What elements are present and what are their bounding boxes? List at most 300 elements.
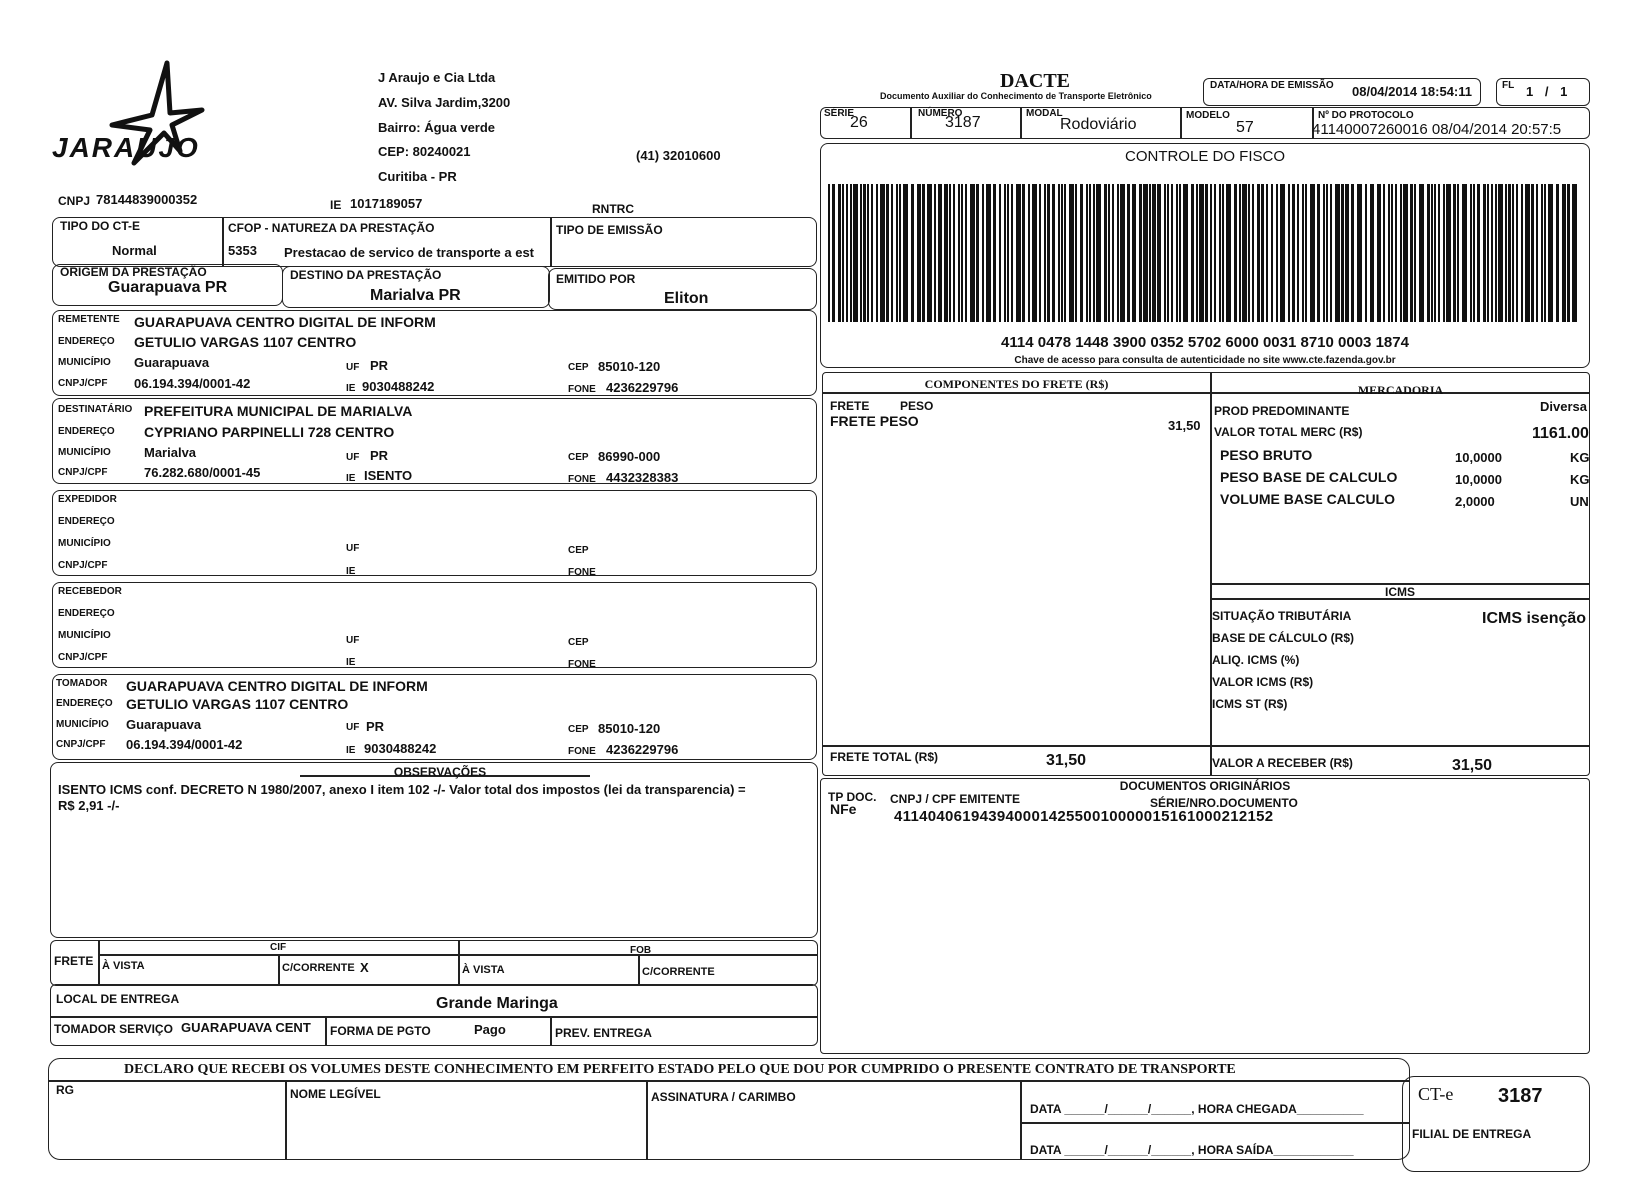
barcode-bar (1512, 184, 1514, 322)
destinatario-cnpj-label: CNPJ/CPF (58, 467, 108, 478)
componentes-head-frete: FRETE (830, 399, 870, 413)
fob-label: FOB (630, 945, 652, 956)
modal-label: MODAL (1026, 108, 1063, 119)
barcode-bar (1199, 184, 1204, 322)
merc-row-2-unit: UN (1570, 494, 1589, 509)
recibo-assinatura-label: ASSINATURA / CARIMBO (651, 1090, 796, 1104)
barcode-bar (986, 184, 991, 322)
barcode-bar (993, 184, 996, 322)
barcode-bar (1388, 184, 1390, 322)
barcode-bar (1414, 184, 1416, 322)
tomador-fone: 4236229796 (606, 742, 679, 757)
remetente-cep: 85010-120 (598, 359, 661, 374)
barcode-bar (1261, 184, 1264, 322)
barcode-bar (1276, 184, 1278, 322)
barcode-bar (1292, 184, 1295, 322)
barcode-bar (953, 184, 955, 322)
company-ie: 1017189057 (350, 196, 423, 211)
barcode-bar (1326, 184, 1328, 322)
recibo-data-saida: DATA ______/______/______, HORA SAÍDA____________ (1030, 1143, 1354, 1157)
cif-label: CIF (270, 942, 287, 953)
barcode-bar (1516, 184, 1518, 322)
barcode-bar (1434, 184, 1436, 322)
barcode-bar (1477, 184, 1480, 322)
merc-row-1-unit: KG (1570, 472, 1590, 487)
recebedor-label: RECEBEDOR (58, 586, 122, 597)
barcode-bar (896, 184, 898, 322)
tomador-fone-label: FONE (568, 746, 596, 757)
barcode-bar (1120, 184, 1125, 322)
merc-row-0-unit: KG (1570, 450, 1590, 465)
barcode-bar (1280, 184, 1285, 322)
origem-label: ORIGEM DA PRESTAÇÃO (60, 265, 207, 279)
destinatario-endereco: CYPRIANO PARPINELLI 728 CENTRO (144, 424, 395, 440)
barcode-bar (1383, 184, 1385, 322)
barcode-bar (1508, 184, 1511, 322)
barcode-bar (1567, 184, 1570, 322)
modelo-label: MODELO (1186, 110, 1230, 121)
destinatario-municipio: Marialva (144, 445, 197, 460)
recebedor-cnpj-label: CNPJ/CPF (58, 652, 108, 663)
expedidor-uf-label: UF (346, 543, 360, 554)
barcode-bar (911, 184, 914, 322)
merc-row-0-label: PESO BRUTO (1220, 447, 1313, 463)
cte-label: CT-e (1418, 1084, 1454, 1104)
barcode-bar (1061, 184, 1063, 322)
destinatario-ie-label: IE (346, 473, 356, 484)
forma-pgto-value: Pago (474, 1022, 506, 1037)
valor-total-merc-label: VALOR TOTAL MERC (R$) (1214, 425, 1363, 439)
barcode-bar (965, 184, 967, 322)
barcode-bar (1086, 184, 1088, 322)
barcode-bar (1196, 184, 1198, 322)
numero-label: NÚMERO (918, 108, 963, 119)
tomador-endereco: GETULIO VARGAS 1107 CENTRO (126, 696, 349, 712)
barcode-bar (961, 184, 963, 322)
valor-receber-value: 31,50 (1452, 757, 1493, 774)
documentos-cnpj-label: CNPJ / CPF EMITENTE (890, 792, 1021, 806)
barcode-bar (1248, 184, 1250, 322)
barcode-bar (1317, 184, 1320, 322)
destinatario-fone-label: FONE (568, 474, 596, 485)
remetente-fone-label: FONE (568, 384, 596, 395)
frete-label: FRETE (54, 954, 94, 968)
documentos-doc-value: 41140406194394000142550010000015161000212152 (894, 808, 1274, 825)
expedidor-endereco-label: ENDEREÇO (58, 516, 115, 527)
barcode-bar (1473, 184, 1475, 322)
observacoes-label: OBSERVAÇÕES (393, 765, 487, 779)
barcode-bar (1044, 184, 1046, 322)
observacoes-line2: R$ 2,91 -/- (58, 798, 120, 813)
valor-receber-label: VALOR A RECEBER (R$) (1212, 756, 1353, 770)
controle-fisco-title: CONTROLE DO FISCO (1124, 148, 1285, 165)
emitido-value: Eliton (664, 290, 709, 307)
destinatario-endereco-label: ENDEREÇO (58, 426, 115, 437)
emitido-label: EMITIDO POR (556, 272, 636, 286)
remetente-fone: 4236229796 (606, 380, 679, 395)
destinatario-cep-label: CEP (568, 452, 589, 463)
tipo-cte-value: Normal (112, 243, 157, 258)
expedidor-municipio-label: MUNICÍPIO (58, 538, 111, 549)
recibo-nome-label: NOME LEGÍVEL (290, 1087, 381, 1101)
merc-row-2-label: VOLUME BASE CALCULO (1220, 491, 1395, 507)
tipo-emissao-label: TIPO DE EMISSÃO (556, 223, 663, 237)
remetente-uf-label: UF (346, 362, 360, 373)
expedidor-ie-label: IE (346, 566, 356, 577)
barcode-bar (1310, 184, 1315, 322)
recibo-data-chegada: DATA ______/______/______, HORA CHEGADA__________ (1030, 1102, 1364, 1116)
prod-predominante-label: PROD PREDOMINANTE (1214, 404, 1350, 418)
barcode-bar (1365, 184, 1367, 322)
barcode-bar (867, 184, 869, 322)
barcode-bar (1288, 184, 1290, 322)
fob-c-corrente: C/CORRENTE (642, 966, 715, 978)
destinatario-uf: PR (370, 448, 389, 463)
barcode-bar (1183, 184, 1188, 322)
barcode-bar (1176, 184, 1178, 322)
chave-acesso-note: Chave de acesso para consulta de autenticidade no site www.cte.fazenda.gov.br (1014, 355, 1396, 366)
numero-value: 3187 (945, 114, 981, 131)
barcode-bar (1556, 184, 1559, 322)
barcode-bar (899, 184, 901, 322)
recibo-declaro: DECLARO QUE RECEBI OS VOLUMES DESTE CONHECIMENTO EM PERFEITO ESTADO PELO QUE DOU POR CUMPRIDO O PRESENTE CONTRATO DE TRANSPORTE (124, 1062, 1236, 1077)
dacte-subtitle: Documento Auxiliar do Conhecimento de Transporte Eletrônico (880, 91, 1152, 101)
recebedor-endereco-label: ENDEREÇO (58, 608, 115, 619)
expedidor-fone-label: FONE (568, 567, 596, 578)
recebedor-cep-label: CEP (568, 637, 589, 648)
barcode-bar (970, 184, 975, 322)
barcode-bar (828, 184, 830, 322)
cfop-text: Prestacao de servico de transporte a est (284, 245, 535, 260)
destino-label: DESTINO DA PRESTAÇÃO (290, 268, 442, 282)
serie-value: 26 (850, 114, 868, 131)
expedidor-box (52, 490, 817, 576)
prod-predominante-value: Diversa (1540, 399, 1587, 414)
merc-row-0-value: 10,0000 (1455, 450, 1502, 465)
barcode-bar (838, 184, 841, 322)
destinatario-municipio-label: MUNICÍPIO (58, 447, 111, 458)
barcode-bar (1064, 184, 1066, 322)
merc-row-1-label: PESO BASE DE CALCULO (1220, 469, 1398, 485)
barcode-bar (1252, 184, 1254, 322)
remetente-ie: 9030488242 (362, 379, 435, 394)
frete-total-label: FRETE TOTAL (R$) (830, 750, 938, 764)
barcode-bar (1370, 184, 1374, 322)
barcode-bar (1438, 184, 1440, 322)
frete-table-box (50, 940, 818, 986)
company-cep: CEP: 80240021 (378, 144, 471, 159)
barcode-bar (982, 184, 984, 322)
tomador-cep-label: CEP (568, 724, 589, 735)
remetente-municipio: Guarapuava (134, 355, 210, 370)
company-cnpj: 78144839000352 (96, 192, 198, 207)
barcode-bar (1302, 184, 1304, 322)
barcode-bar (1544, 184, 1546, 322)
remetente-uf: PR (370, 358, 389, 373)
barcode-bar (1219, 184, 1221, 322)
barcode-bar (1491, 184, 1493, 322)
protocolo-label: Nº DO PROTOCOLO (1318, 110, 1414, 121)
icms-title: ICMS (1385, 585, 1415, 599)
destino-value: Marialva PR (370, 287, 461, 304)
barcode-bar (1127, 184, 1130, 322)
barcode-bar (1205, 184, 1208, 322)
componentes-box (822, 372, 1590, 776)
barcode-bar (1541, 184, 1543, 322)
barcode-bar (934, 184, 936, 322)
remetente-endereco-label: ENDEREÇO (58, 336, 115, 347)
tomador-servico-value: GUARAPUAVA CENT (181, 1020, 311, 1035)
barcode-bar (1069, 184, 1074, 322)
barcode-bar (1104, 184, 1107, 322)
barcode-bar (1403, 184, 1408, 322)
barcode-bar (1171, 184, 1173, 322)
origem-value: Guarapuava PR (108, 279, 228, 296)
barcode-bar (1525, 184, 1530, 322)
recebedor-fone-label: FONE (568, 659, 596, 670)
barcode-bar (1410, 184, 1413, 322)
documentos-tp-value: NFe (830, 801, 857, 817)
documentos-tp-label: TP DOC. (828, 790, 877, 804)
barcode-bar (850, 184, 852, 322)
barcode-bar (1226, 184, 1231, 322)
barcode-bar (1143, 184, 1148, 322)
forma-pgto-label: FORMA DE PGTO (330, 1024, 431, 1038)
remetente-cnpj: 06.194.394/0001-42 (134, 376, 251, 391)
barcode-bar (1075, 184, 1077, 322)
barcode-bar (1505, 184, 1507, 322)
company-phone: (41) 32010600 (636, 148, 721, 163)
cif-c-corrente: C/CORRENTE (282, 962, 355, 974)
cif-c-corrente-mark: X (360, 960, 369, 975)
remetente-cnpj-label: CNPJ/CPF (58, 378, 108, 389)
barcode-bar (1222, 184, 1224, 322)
remetente-endereco: GETULIO VARGAS 1107 CENTRO (134, 334, 357, 350)
serie-label: SÉRIE (824, 108, 855, 119)
tomador-municipio: Guarapuava (126, 717, 202, 732)
icms-st-label: ICMS ST (R$) (1212, 697, 1288, 711)
barcode-bar (1164, 184, 1166, 322)
barcode-bar (922, 184, 925, 322)
company-rntrc-label: RNTRC (592, 202, 634, 216)
tomador-ie: 9030488242 (364, 741, 437, 756)
barcode-bar (1431, 184, 1433, 322)
destinatario-name: PREFEITURA MUNICIPAL DE MARIALVA (144, 403, 413, 419)
barcode-bar (1004, 184, 1006, 322)
documentos-serie-label: SÉRIE/NRO.DOCUMENTO (1150, 796, 1298, 810)
barcode-bar (1028, 184, 1030, 322)
cte-number: 3187 (1498, 1085, 1543, 1107)
barcode-bar (1167, 184, 1169, 322)
componentes-item-label: FRETE PESO (830, 413, 919, 429)
barcode-bar (1032, 184, 1037, 322)
barcode-bar (1152, 184, 1156, 322)
barcode-bar (1483, 184, 1486, 322)
logo-text: JARAUJO (52, 132, 200, 163)
barcode-bar (1039, 184, 1041, 322)
barcode-bar (1007, 184, 1009, 322)
barcode-bar (1016, 184, 1021, 322)
tomador-municipio-label: MUNICÍPIO (56, 719, 109, 730)
expedidor-cnpj-label: CNPJ/CPF (58, 560, 108, 571)
destinatario-fone: 4432328383 (606, 470, 679, 485)
tomador-label: TOMADOR (56, 678, 108, 689)
barcode-bar (880, 184, 885, 322)
barcode-bar (1495, 184, 1497, 322)
modal-value: Rodoviário (1060, 116, 1137, 133)
filial-entrega-label: FILIAL DE ENTREGA (1412, 1127, 1532, 1141)
tomador-name: GUARAPUAVA CENTRO DIGITAL DE INFORM (126, 678, 428, 694)
barcode-bar (917, 184, 921, 322)
barcode-bar (1179, 184, 1181, 322)
company-ie-label: IE (330, 198, 342, 212)
modelo-value: 57 (1236, 119, 1254, 136)
prev-entrega-label: PREV. ENTREGA (555, 1026, 652, 1040)
barcode-bar (944, 184, 948, 322)
barcode-bar (1058, 184, 1060, 322)
remetente-cep-label: CEP (568, 362, 589, 373)
barcode-bar (1391, 184, 1393, 322)
barcode-bar (1297, 184, 1299, 322)
barcode-bar (1498, 184, 1503, 322)
barcode-bar (1093, 184, 1095, 322)
barcode-bar (958, 184, 960, 322)
barcode-bar (1191, 184, 1194, 322)
cfop-code: 5353 (228, 243, 257, 258)
recebedor-box (52, 582, 817, 668)
barcode-bar (1341, 184, 1344, 322)
tomador-uf: PR (366, 719, 385, 734)
barcode-bar (1239, 184, 1241, 322)
barcode-bar (1521, 184, 1523, 322)
barcode-bar (1117, 184, 1119, 322)
barcode-bar (999, 184, 1001, 322)
destinatario-uf-label: UF (346, 452, 360, 463)
barcode-bar (1395, 184, 1397, 322)
fl-label: FL (1502, 80, 1515, 91)
barcode-bar (860, 184, 862, 322)
barcode-bar (1562, 184, 1566, 322)
destinatario-cep: 86990-000 (598, 449, 661, 464)
merc-row-2-value: 2,0000 (1455, 494, 1495, 509)
emissao-label: DATA/HORA DE EMISSÃO (1210, 80, 1334, 91)
barcode-bar (1149, 184, 1151, 322)
barcode-bar (1377, 184, 1381, 322)
aliq-icms-label: ALIQ. ICMS (%) (1212, 653, 1300, 667)
barcode-bar (1427, 184, 1430, 322)
expedidor-cep-label: CEP (568, 545, 589, 556)
remetente-label: REMETENTE (58, 314, 120, 325)
barcode-bar (1443, 184, 1445, 322)
barcode (828, 184, 1580, 322)
tomador-cep: 85010-120 (598, 721, 661, 736)
barcode-bar (1453, 184, 1456, 322)
barcode-bar (891, 184, 893, 322)
emissao-value: 08/04/2014 18:54:11 (1352, 84, 1472, 99)
barcode-bar (1357, 184, 1362, 322)
barcode-bar (1096, 184, 1101, 322)
barcode-bar (1047, 184, 1050, 322)
barcode-bar (1330, 184, 1332, 322)
barcode-bar (927, 184, 932, 322)
barcode-bar (1548, 184, 1553, 322)
destinatario-label: DESTINATÁRIO (58, 404, 133, 415)
frete-total-value: 31,50 (1046, 752, 1087, 769)
barcode-bar (1335, 184, 1340, 322)
company-name: J Araujo e Cia Ltda (378, 70, 496, 85)
protocolo-value: 41140007260016 08/04/2014 20:57:5 (1312, 121, 1562, 138)
barcode-bar (871, 184, 873, 322)
barcode-bar (1080, 184, 1083, 322)
barcode-bar (853, 184, 858, 322)
barcode-bar (1323, 184, 1325, 322)
company-bairro: Bairro: Água verde (378, 120, 496, 135)
valor-total-merc-value: 1161.00 (1532, 425, 1589, 442)
barcode-bar (903, 184, 908, 322)
barcode-bar (1487, 184, 1489, 322)
barcode-bar (1400, 184, 1402, 322)
componentes-item-value: 31,50 (1168, 418, 1201, 433)
local-entrega-value: Grande Maringa (436, 995, 558, 1012)
barcode-bar (846, 184, 848, 322)
barcode-bar (1266, 184, 1268, 322)
barcode-bar (1351, 184, 1354, 322)
barcode-bar (886, 184, 889, 322)
barcode-bar (1214, 184, 1216, 322)
barcode-bar (1536, 184, 1538, 322)
base-calculo-label: BASE DE CÁLCULO (R$) (1212, 631, 1355, 645)
barcode-bar (863, 184, 866, 322)
barcode-bar (976, 184, 979, 322)
barcode-bar (1345, 184, 1349, 322)
barcode-bar (938, 184, 942, 322)
barcode-bar (1462, 184, 1467, 322)
remetente-name: GUARAPUAVA CENTRO DIGITAL DE INFORM (134, 314, 436, 330)
fob-a-vista: À VISTA (462, 964, 505, 976)
barcode-bar (1234, 184, 1237, 322)
documentos-title: DOCUMENTOS ORIGINÁRIOS (1119, 779, 1291, 793)
barcode-bar (1139, 184, 1142, 322)
barcode-bar (1572, 184, 1577, 322)
barcode-bar (1457, 184, 1459, 322)
fl-value: 1 / 1 (1526, 84, 1568, 99)
destinatario-ie: ISENTO (364, 468, 413, 483)
valor-icms-label: VALOR ICMS (R$) (1212, 675, 1314, 689)
tomador-uf-label: UF (346, 722, 360, 733)
situacao-tributaria-label: SITUAÇÃO TRIBUTÁRIA (1212, 609, 1352, 623)
barcode-bar (1242, 184, 1247, 322)
recebedor-municipio-label: MUNICÍPIO (58, 630, 111, 641)
barcode-bar (1132, 184, 1136, 322)
barcode-bar (832, 184, 835, 322)
barcode-bar (1531, 184, 1534, 322)
tomador-servico-label: TOMADOR SERVIÇO (54, 1022, 173, 1036)
barcode-bar (1112, 184, 1114, 322)
company-cnpj-label: CNPJ (58, 194, 91, 208)
barcode-bar (1470, 184, 1472, 322)
barcode-bar (1052, 184, 1055, 322)
recibo-rg-label: RG (56, 1083, 74, 1097)
tipo-cte-label: TIPO DO CT-E (60, 219, 141, 233)
barcode-bar (1257, 184, 1260, 322)
barcode-bar (949, 184, 951, 322)
tomador-endereco-label: ENDEREÇO (56, 698, 113, 709)
company-city: Curitiba - PR (378, 169, 457, 184)
tomador-ie-label: IE (346, 745, 356, 756)
tomador-cnpj: 06.194.394/0001-42 (126, 737, 243, 752)
cfop-label: CFOP - NATUREZA DA PRESTAÇÃO (228, 221, 435, 235)
recebedor-uf-label: UF (346, 635, 360, 646)
